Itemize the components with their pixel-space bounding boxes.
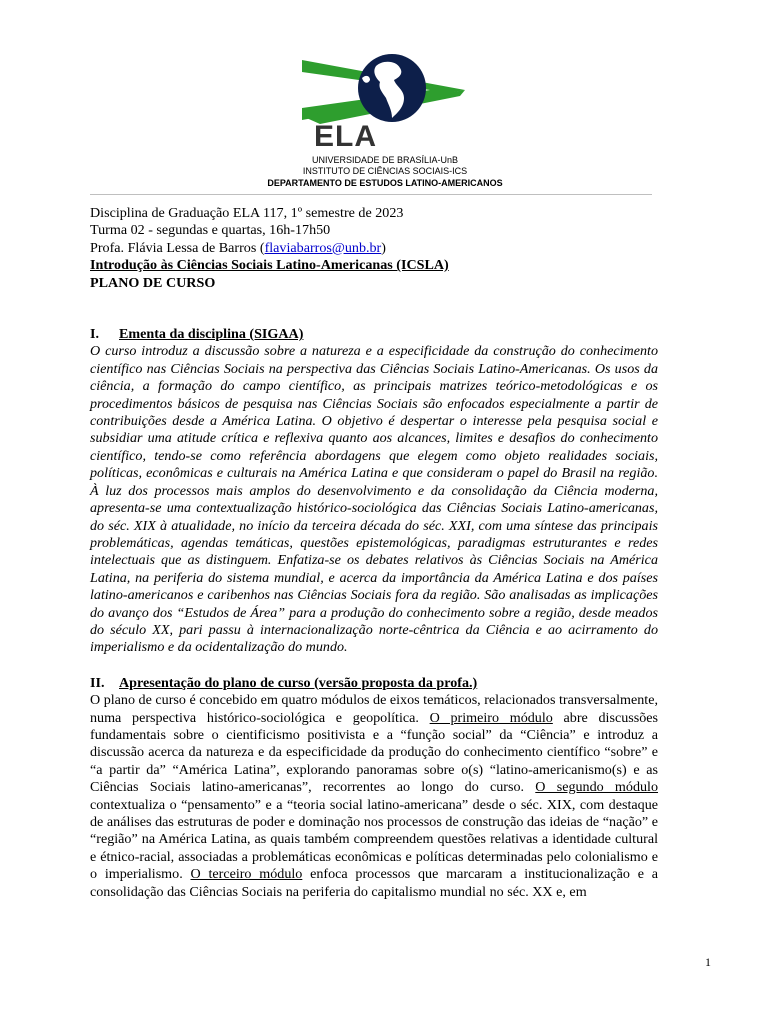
module-2-label: O segundo módulo — [535, 779, 659, 796]
ela-wordmark: ELA — [314, 120, 377, 153]
plan-title: PLANO DE CURSO — [90, 274, 216, 291]
professor-line: Profa. Flávia Lessa de Barros (flaviabarros@unb.br) — [90, 239, 386, 256]
department-name: DEPARTAMENTO DE ESTUDOS LATINO-AMERICANOS — [267, 178, 503, 188]
page-number: 1 — [705, 955, 711, 969]
document-body — [90, 205, 658, 901]
professor-email-link[interactable]: flaviabarros@unb.br — [264, 239, 382, 256]
module-1-label: O primeiro módulo — [429, 709, 553, 726]
section-2-heading: II. Apresentação do plano de curso (versão proposta da profa.) — [90, 674, 478, 691]
section-2-body: O plano de curso é concebido em quatro módulos de eixos temáticos, relacionados transversalmente, numa perspectiva histórico-sociológica e geopolítica. O primeiro módulo abre discussões fundamentais sobre o cientificismo positivista e a “função social” da “Ciência” e introduz a discussão acerca da natureza e da especificidade da produção do conhecimento científico “sobre” e “a partir da” “América Latina”, explorando panoramas sobre o(s) “latino-americanismo(s) e as Ciências Sociais latino-americanas”, recorrentes ao longo do curso. O segundo módulo contextualiza o “pensamento” e a “teoria social latino-americana” desde o séc. XIX, com destaque de análises das estruturas de poder e dominação nos processos de construção das ideias de “nação” e “região” na América Latina, as quais também compreendem questões relativas a identidade cultural e étnico-racial, associadas a problemáticas econômicas e políticas determinadas pelo colonialismo e o imperialismo. O terceiro módulo enfoca processos que marcaram a institucionalização e a consolidação das Ciências Sociais na periferia do capitalismo mundial no séc. XX e, em — [90, 692, 659, 900]
section-1-body: O curso introduz a discussão sobre a natureza e a especificidade da construção do conhecimento científico nas Ciências Sociais na perspectiva das Ciências Sociais Latino-Americanas. Os usos da ciência, a formação do campo científico, as principais matrizes teórico-metodológicas e os procedimentos básicos de pesquisa nas Ciências Sociais são enfocados especialmente a partir de contribuições desde a América Latina. O objetivo é despertar o interesse pela pesquisa social e subsidiar uma atitude crítica e reflexiva quanto aos alcances, limites e desafios do conhecimento científico, tendo-se como referência abordagens que elegem como objeto realidades sociais, políticas, econômicas e culturais na América Latina e que consideram o papel do Brasil na região. À luz dos processos mais amplos do desenvolvimento e da consolidação da Ciência moderna, apresenta-se uma contextualização histórico-sociológica das Ciências Sociais Latino-americanas, do séc. XIX à atualidade, no início da terceira década do séc. XXI, com uma síntese das principais problemáticas, agendas temáticas, questões epistemológicas, paradigmas estruturantes e redes intelectuais que as distinguem. Enfatiza-se os debates relativos às Ciências Sociais na América Latina, na periferia do sistema mundial, e acerca da importância da América Latina e dos países latino-americanos e caribenhos nas Ciências Sociais fora da região. São analisadas as implicações do avanço dos “Estudos de Área” para a produção do conhecimento sobre a região, desde meados do século XX, pari passu à internacionalização norte-cêntrica da Ciência e ao acirramento do imperialismo e da ocidentalização do mundo. — [90, 343, 658, 656]
course-line-1: Disciplina de Graduação ELA 117, 1º semestre de 2023 — [90, 205, 404, 221]
course-line-2: Turma 02 - segundas e quartas, 16h-17h50 — [90, 222, 331, 239]
university-name: UNIVERSIDADE DE BRASÍLIA-UnB — [311, 155, 459, 165]
course-title: Introdução às Ciências Sociais Latino-Americanas (ICSLA) — [90, 257, 449, 274]
module-3-label: O terceiro módulo — [190, 866, 303, 883]
section-1-heading: I. Ementa da disciplina (SIGAA) — [90, 326, 304, 343]
header-divider — [90, 194, 652, 195]
institute-name: INSTITUTO DE CIÊNCIAS SOCIAIS-ICS — [302, 166, 468, 176]
